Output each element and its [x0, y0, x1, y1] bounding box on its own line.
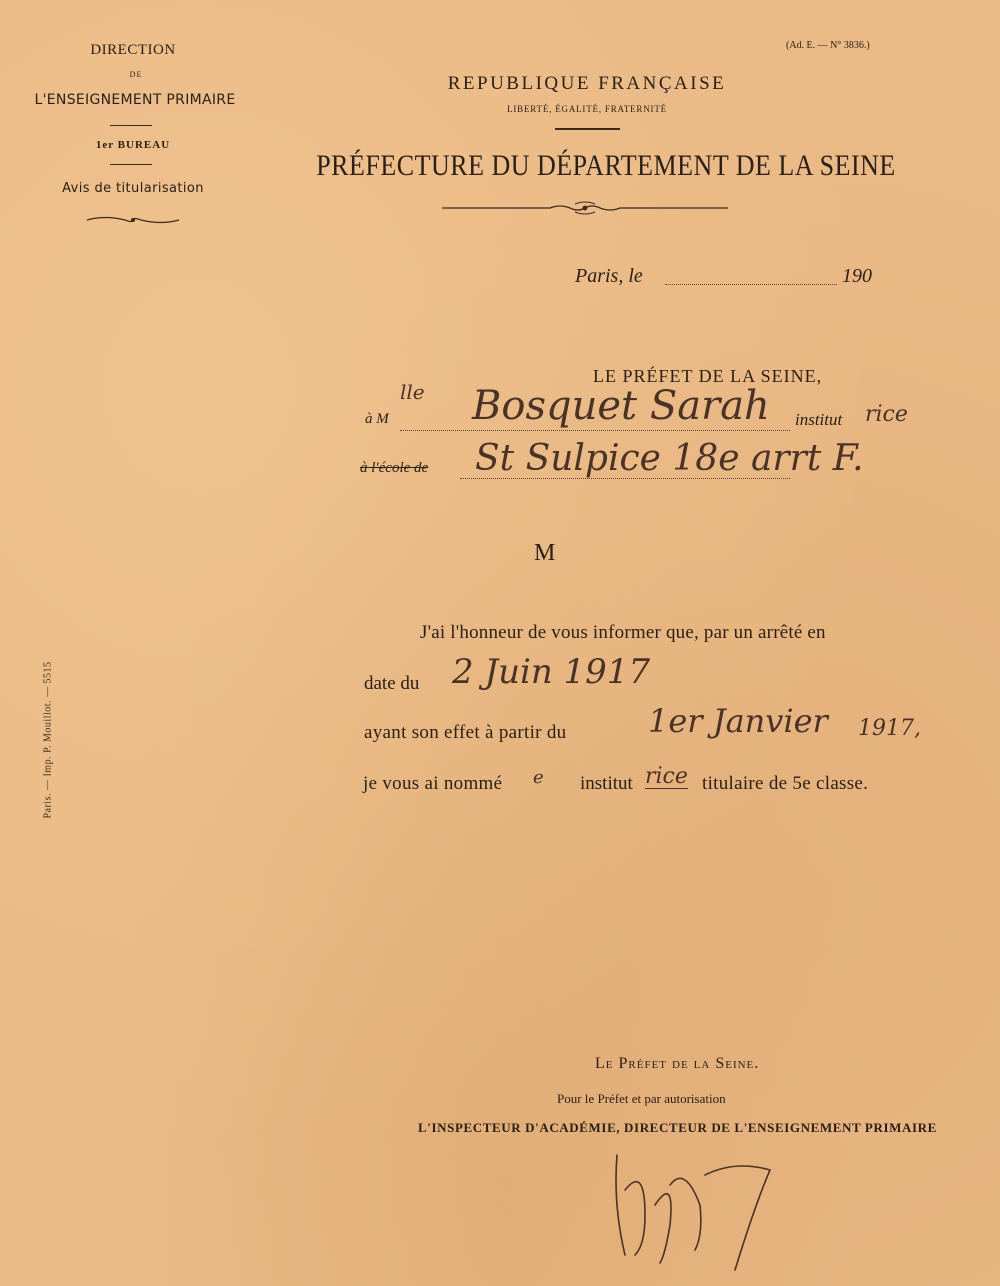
nomme-label: je vous ai nommé	[363, 773, 503, 794]
avis-label: Avis de titularisation	[62, 181, 204, 196]
printer-note: Paris. — Imp. P. Mouillot. — 5515	[42, 661, 54, 819]
ornament-icon	[440, 198, 730, 218]
date-prefix: Paris, le	[575, 265, 643, 287]
recipient-title: lle	[400, 380, 425, 404]
republique-heading: REPUBLIQUE FRANÇAISE	[447, 73, 727, 94]
nomme-institut: institut	[580, 773, 633, 794]
direction-label: DIRECTION	[90, 42, 176, 58]
signature-inspecteur: L'INSPECTEUR D'ACADÉMIE, DIRECTEUR DE L'ENSEIGNEMENT PRIMAIRE	[418, 1120, 937, 1135]
handwritten-signature	[605, 1145, 805, 1275]
institut-label: institut	[795, 410, 843, 429]
nomme-suffix: rice	[645, 764, 688, 789]
divider	[555, 128, 620, 130]
bureau-label: 1er BUREAU	[95, 139, 171, 151]
recipient-name: Bosquet Sarah	[472, 383, 770, 429]
divider	[110, 125, 152, 126]
devise-label: LIBERTÉ, ÉGALITÉ, FRATERNITÉ	[507, 104, 667, 114]
effet-label: ayant son effet à partir du	[364, 722, 567, 743]
nomme-end: titulaire de 5e classe.	[702, 773, 869, 794]
date-year: 190	[842, 265, 872, 287]
recipient-blank	[400, 430, 790, 431]
date-du-label: date du	[364, 673, 420, 694]
effet-date: 1er Janvier	[648, 702, 828, 740]
signature-pour: Pour le Préfet et par autorisation	[557, 1091, 726, 1106]
body-line-1: J'ai l'honneur de vous informer que, par un arrêté en	[420, 622, 826, 643]
effet-year: 1917,	[858, 716, 921, 741]
institut-suffix: rice	[865, 402, 908, 427]
signature-prefet: Le Préfet de la Seine.	[595, 1055, 760, 1072]
ecole-prefix: à l'école de	[360, 460, 429, 476]
nomme-mark: e	[533, 767, 544, 788]
recipient-prefix: à M	[365, 411, 389, 427]
salutation: M	[534, 540, 556, 566]
de-label: DE	[129, 70, 143, 79]
arrete-date: 2 Juin 1917	[452, 652, 651, 692]
ecole-name: St Sulpice 18e arrt F.	[475, 438, 864, 479]
date-blank	[665, 284, 837, 285]
enseignement-label: L'ENSEIGNEMENT PRIMAIRE	[34, 92, 236, 108]
ornament-icon	[85, 213, 181, 227]
prefet-title: LE PRÉFET DE LA SEINE,	[593, 366, 823, 386]
prefecture-heading: PRÉFECTURE DU DÉPARTEMENT DE LA SEINE	[316, 149, 896, 182]
form-reference: (Ad. E. — N° 3836.)	[786, 40, 870, 51]
divider	[110, 164, 152, 165]
